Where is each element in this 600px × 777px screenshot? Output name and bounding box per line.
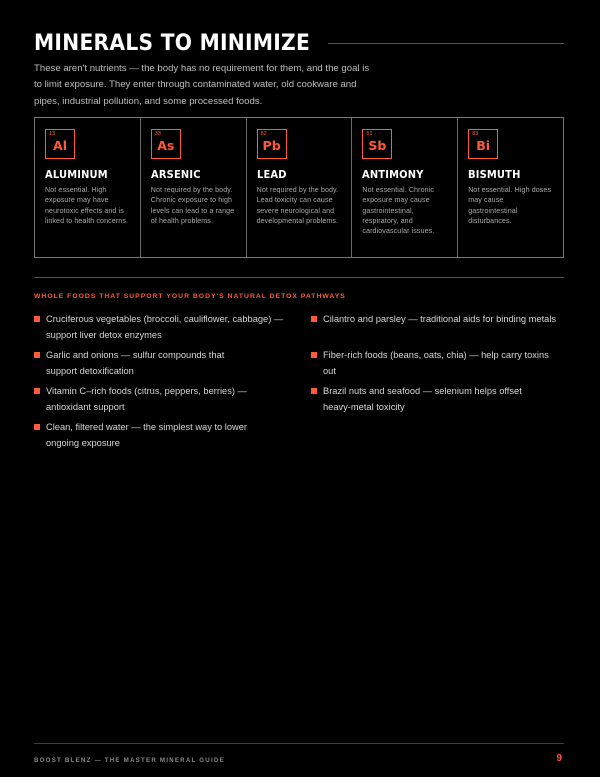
- food-text: Brazil nuts and seafood — selenium helps offset heavy-metal toxicity: [323, 386, 522, 412]
- mineral-name: ARSENIC: [150, 168, 201, 181]
- atomic-number: 33: [154, 131, 161, 137]
- atomic-number: 13: [49, 131, 56, 137]
- atomic-number: 82: [260, 131, 267, 137]
- mineral-description: Not essential. Chronic exposure may cause gastrointestinal, respiratory, and cardiovascular issues.: [362, 186, 435, 236]
- square-bullet-icon: [34, 316, 40, 322]
- list-item: [311, 312, 564, 328]
- food-text: Garlic and onions — sulfur compounds that support detoxification: [46, 350, 225, 376]
- page-title: MINERALS TO MINIMIZE: [34, 30, 311, 56]
- food-text: Cruciferous vegetables (broccoli, cauliflower, cabbage) — support liver detox enzymes: [46, 314, 284, 340]
- intro-paragraph: These aren't nutrients — the body has no requirement for them, and the goal is to limit exposure. They enter through contaminated water, old cookware and pipes, industrial pollution, and some processed foods.: [34, 63, 370, 107]
- square-bullet-icon: [311, 352, 317, 358]
- mineral-card-antimony: [352, 118, 458, 257]
- element-tile: [151, 129, 181, 159]
- element-tile: [362, 129, 392, 159]
- element-symbol: Sb: [368, 138, 387, 153]
- footer-rule: [34, 743, 564, 744]
- title-row: [34, 28, 564, 58]
- square-bullet-icon: [311, 316, 317, 322]
- section-divider: [34, 277, 564, 278]
- mineral-name: ANTIMONY: [362, 168, 424, 181]
- mineral-description: Not required by the body. Chronic exposure to high levels can lead to a range of health problems.: [150, 186, 235, 225]
- element-symbol: Al: [53, 138, 67, 153]
- atomic-number: 83: [472, 131, 479, 137]
- element-symbol: Pb: [262, 138, 281, 153]
- element-symbol: Bi: [476, 138, 491, 153]
- mineral-name: BISMUTH: [468, 168, 521, 181]
- mineral-card-aluminum: [35, 118, 141, 257]
- food-text: Clean, filtered water — the simplest way to lower ongoing exposure: [46, 422, 247, 448]
- list-item: [311, 348, 564, 379]
- list-item: [34, 312, 289, 343]
- element-tile: [468, 129, 498, 159]
- list-item: [34, 348, 249, 379]
- square-bullet-icon: [34, 424, 40, 430]
- list-item: [311, 384, 551, 415]
- element-tile: [45, 129, 75, 159]
- square-bullet-icon: [311, 388, 317, 394]
- footer-text: BOOST BLENZ — THE MASTER MINERAL GUIDE: [34, 757, 225, 764]
- mineral-card-lead: [247, 118, 353, 257]
- mineral-card-bismuth: [458, 118, 563, 257]
- mineral-grid: [34, 117, 564, 258]
- title-rule: [328, 43, 564, 44]
- food-text: Fiber-rich foods (beans, oats, chia) — help carry toxins out: [323, 350, 549, 376]
- element-tile: [257, 129, 287, 159]
- page-number: 9: [556, 753, 562, 764]
- element-symbol: As: [157, 138, 175, 153]
- list-item: [34, 420, 259, 451]
- mineral-name: LEAD: [256, 168, 287, 181]
- mineral-description: Not essential. High exposure may have neurotoxic effects and is linked to health concerns.: [45, 186, 129, 225]
- list-item: [34, 384, 264, 415]
- foods-heading: WHOLE FOODS THAT SUPPORT YOUR BODY'S NATURAL DETOX PATHWAYS: [34, 293, 346, 300]
- square-bullet-icon: [34, 388, 40, 394]
- square-bullet-icon: [34, 352, 40, 358]
- mineral-card-arsenic: [141, 118, 247, 257]
- food-text: Cilantro and parsley — traditional aids for binding metals: [323, 314, 557, 324]
- mineral-description: Not essential. High doses may cause gastrointestinal disturbances.: [468, 186, 552, 225]
- atomic-number: 51: [366, 131, 373, 137]
- mineral-description: Not required by the body. Lead toxicity can cause severe neurological and developmental problems.: [256, 186, 339, 225]
- mineral-name: ALUMINUM: [45, 168, 108, 181]
- food-text: Vitamin C–rich foods (citrus, peppers, berries) — antioxidant support: [46, 386, 247, 412]
